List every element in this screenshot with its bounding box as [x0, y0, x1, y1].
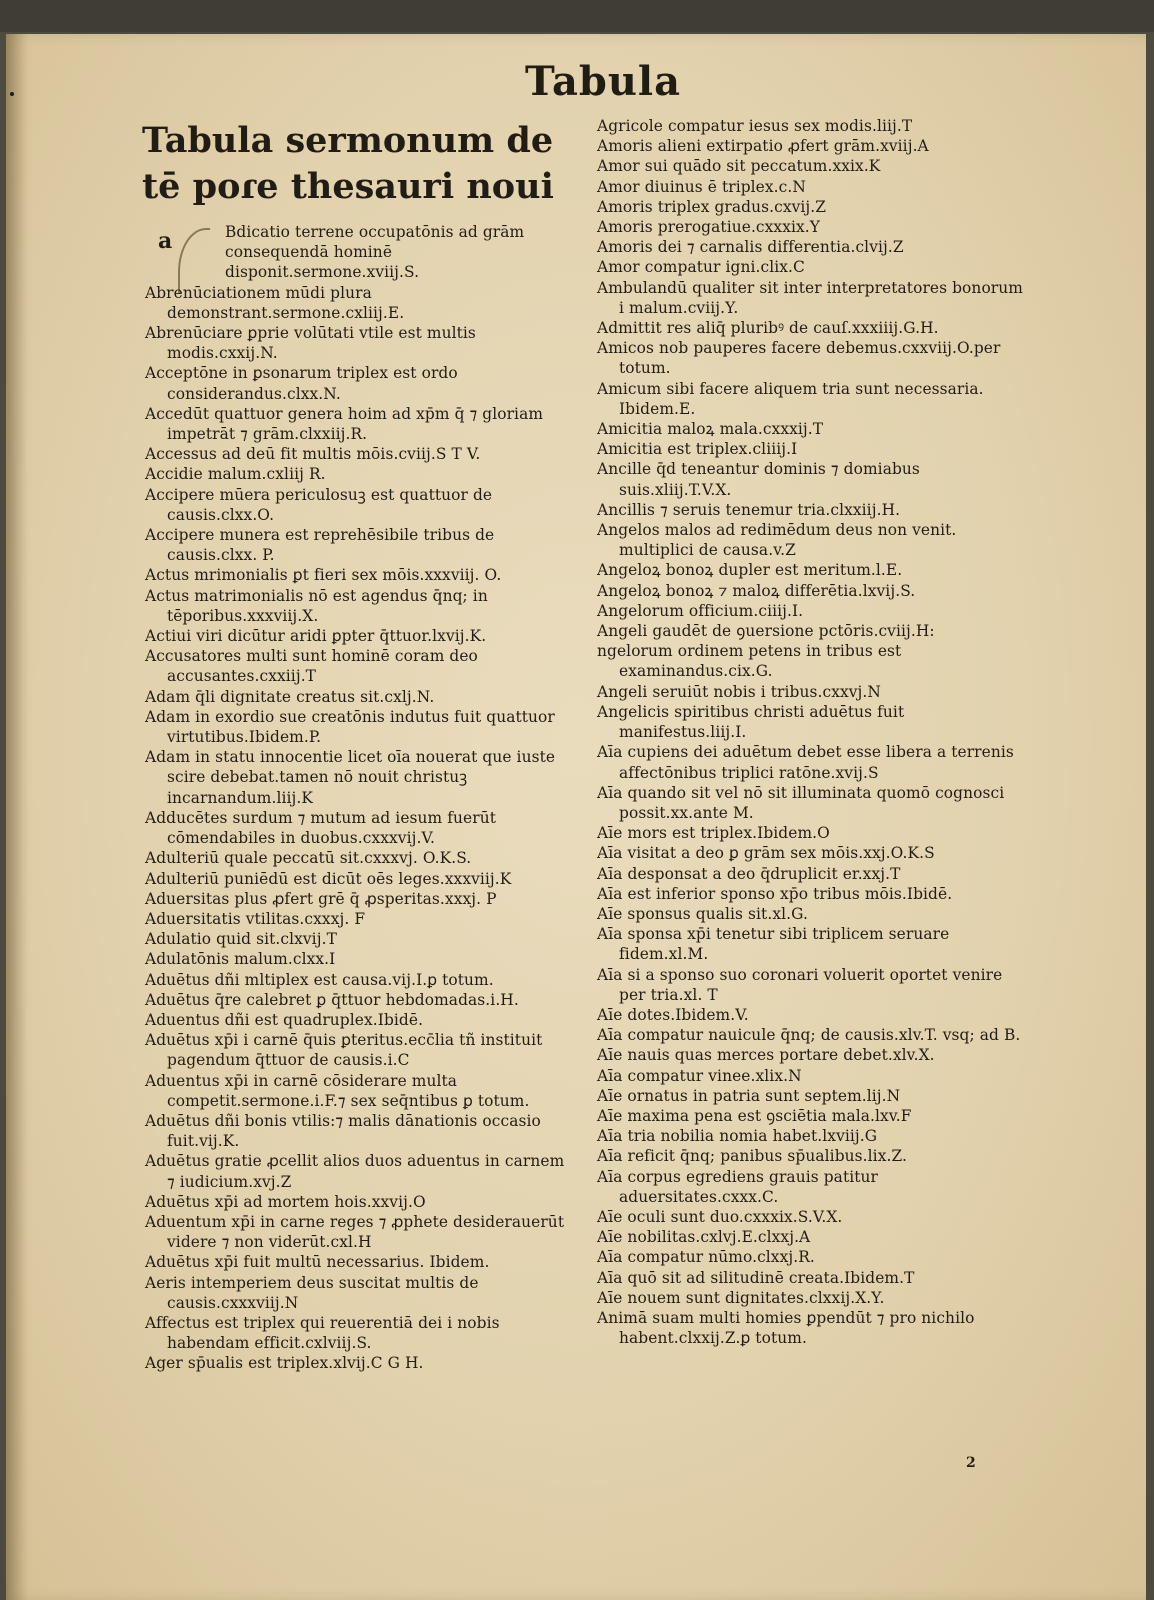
index-entry: Aduentus xp̄i in carnē cōsiderare multa competit.sermone.i.F.⁊ sex seq̄ntibus ꝑ totum.: [145, 1071, 530, 1110]
index-entry: Actus mrimonialis ꝑt fieri sex mōis.xxxviij. O.: [145, 566, 502, 585]
index-entry: Aīe ornatus in patria sunt septem.lij.N: [597, 1086, 901, 1105]
index-entry: Angelorum officium.ciiij.I.: [597, 601, 804, 620]
index-entry: Amicum sibi facere aliquem tria sunt necessaria. Ibidem.E.: [597, 379, 984, 418]
index-entry: Adulatōnis malum.clxx.I: [145, 950, 336, 969]
index-entry: Adam q̄li dignitate creatus sit.cxlj.N.: [145, 687, 435, 706]
index-entry: Actus matrimonialis nō est agendus q̄nq; in tēporibus.xxxviij.X.: [145, 586, 488, 625]
index-entry: Acceptōne in ꝑsonarum triplex est ordo considerandus.clxx.N.: [145, 364, 458, 403]
index-entry: Accessus ad deū fit multis mōis.cviij.S T V.: [145, 445, 481, 464]
index-entry: Accusatores multi sunt hominē coram deo accusantes.cxxiij.T: [145, 647, 478, 686]
index-entry: Animā suam multi homies ꝑpendūt ⁊ pro nichilo habent.clxxij.Z.ꝑ totum.: [597, 1308, 975, 1348]
index-entry: Amicos nob pauperes facere debemus.cxxviij.O.per totum.: [597, 339, 1001, 378]
index-entry: Admittit res aliq̄ pluribꝰ de cauſ.xxxiiij.G.H.: [597, 319, 939, 338]
index-entry: Aīa compatur nauicule q̄nq; de causis.xlv.T. vsq; ad B.: [597, 1026, 1021, 1045]
index-entry: Amor diuinus ē triplex.c.N: [597, 177, 806, 196]
index-entry: Accipere mūera periculosuꝫ est quattuor de causis.clxx.O.: [145, 485, 493, 524]
index-entry: Aīa reficit q̄nq; panibus sp̄ualibus.lix.Z.: [597, 1147, 907, 1166]
index-entry: Adducētes surdum ⁊ mutum ad iesum fuerūt cōmendabiles in duobus.cxxxvij.V.: [145, 808, 497, 848]
index-entry: Aīa quando sit vel nō sit illuminata quomō cognosci possit.xx.ante M.: [597, 783, 1005, 822]
index-entry: Aduentus dñi est quadruplex.Ibidē.: [145, 1010, 424, 1029]
index-entry: Amoris dei ⁊ carnalis differentia.clvij.Z: [597, 238, 904, 257]
index-entry: Amor compatur igni.clix.C: [597, 258, 805, 277]
index-entry: Accedūt quattuor genera hoim ad xp̄m q̄ ⁊ gloriam impetrāt ⁊ grām.clxxiij.R.: [145, 404, 544, 444]
index-entry: Affectus est triplex qui reuerentiā dei i nobis habendam efficit.cxlviij.S.: [145, 1313, 500, 1353]
index-entry: Amor sui quādo sit peccatum.xxix.K: [597, 157, 881, 176]
index-entry: Actiui viri dicūtur aridi ꝑpter q̄ttuor.lxvij.K.: [145, 627, 487, 646]
index-entry: Aīa sponsa xp̄i tenetur sibi triplicem seruare fidem.xl.M.: [597, 925, 950, 964]
index-entry: Angelos malos ad redimēdum deus non venit. multiplici de causa.v.Z: [597, 521, 957, 560]
guide-letter: a: [158, 228, 173, 254]
index-entry: Aīe oculi sunt duo.cxxxix.S.V.X.: [597, 1207, 843, 1226]
index-entry: Aduētus q̄re calebret ꝑ q̄ttuor hebdomadas.i.H.: [145, 990, 519, 1009]
index-entry: Agricole compatur iesus sex modis.liij.T: [597, 117, 913, 135]
index-entry: Ancillis ⁊ seruis tenemur tria.clxxiij.H.: [597, 500, 901, 519]
page-number: 2: [966, 1455, 976, 1471]
index-entry: Aīa tria nobilia nomia habet.lxviij.G: [597, 1127, 878, 1146]
index-entry: Aīe nobilitas.cxlvj.E.clxxj.A: [597, 1228, 811, 1247]
index-entry: Aduersitas plus ꝓfert grē q̄ ꝓsperitas.xxxj. P: [145, 889, 497, 908]
index-entry: Aīa quō sit ad silitudinē creata.Ibidem.T: [597, 1268, 915, 1287]
index-entry: Angeloꝝ bonoꝝ ⁊ maloꝝ differētia.lxvij.S.: [597, 581, 916, 600]
index-entry: Aīe dotes.Ibidem.V.: [597, 1005, 749, 1024]
page-gutter-shadow: [6, 34, 28, 1600]
index-entry: Abrenūciare ꝑprie volūtati vtile est multis modis.cxxij.N.: [145, 324, 476, 363]
index-entry: Amicitia est triplex.cliiij.I: [597, 440, 798, 459]
index-entry: Adam in statu innocentie licet oīa nouerat que iuste scire debebat.tamen nō nouit christuꝫ incarnandum.liij.K: [145, 748, 556, 807]
index-entry: Aīa corpus egrediens grauis patitur aduersitates.cxxx.C.: [597, 1167, 879, 1206]
index-entry: Aduētus xp̄i fuit multū necessarius. Ibidem.: [145, 1253, 490, 1272]
running-head: Tabula: [525, 58, 682, 105]
index-entry: Angeloꝝ bonoꝝ dupler est meritum.l.E.: [597, 561, 903, 580]
index-entry: Angeli gaudēt de ꝯuersione pctōris.cviij.H:: [597, 622, 935, 641]
index-entry: Aīa compatur nūmo.clxxj.R.: [597, 1248, 815, 1267]
index-entry: Accipere munera est reprehēsibile tribus de causis.clxx. P.: [145, 526, 495, 565]
index-entry: Amicitia maloꝝ mala.cxxxij.T: [597, 420, 824, 439]
index-entry: Accidie malum.cxliij R.: [145, 465, 326, 484]
index-entry: Ancille q̄d teneantur dominis ⁊ domiabus suis.xliij.T.V.X.: [597, 460, 920, 499]
index-entry: Aīa desponsat a deo q̄druplicit er.xxj.T: [597, 864, 901, 883]
index-entry: Aīa cupiens dei aduētum debet esse libera a terrenis affectōnibus triplici ratōne.xvij.S: [597, 743, 1014, 782]
index-entry: Adulatio quid sit.clxvij.T: [145, 930, 337, 949]
index-entry: Aīe maxima pena est ꝯsciētia mala.lxv.F: [597, 1106, 912, 1125]
index-entry: Bdicatio terrene occupatōnis ad grām consequendā hominē disponit.sermone.xviij.S.: [225, 223, 525, 282]
index-column-right: [597, 116, 1032, 1348]
page-title: Tabula sermonum de tē poɾe thesauri noui: [142, 120, 554, 207]
index-entry: Angeli seruiūt nobis i tribus.cxxvj.N: [597, 682, 881, 701]
index-entry: Amoris triplex gradus.cxvij.Z: [597, 197, 827, 216]
index-entry: Aīa compatur vinee.xlix.N: [597, 1066, 802, 1085]
ink-spot: [10, 92, 14, 96]
index-column-left: [145, 222, 575, 1374]
index-entry: Adam in exordio sue creatōnis indutus fuit quattuor virtutibus.Ibidem.P.: [145, 707, 555, 747]
index-entry: Abrenūciationem mūdi plura demonstrant.sermone.cxliij.E.: [145, 283, 405, 322]
index-entry: Amoris alieni extirpatio ꝓfert grām.xviij.A: [597, 137, 929, 156]
index-entry: Adulteriū puniēdū est dicūt oēs leges.xxxviij.K: [145, 869, 512, 888]
index-entry: Aīa visitat a deo ꝑ grām sex mōis.xxj.O.K.S: [597, 844, 935, 863]
index-entry: Aduētus dñi mltiplex est causa.vij.I.ꝑ totum.: [145, 970, 494, 989]
index-entry: Aīe sponsus qualis sit.xl.G.: [597, 904, 808, 923]
index-entry: Aīa si a sponso suo coronari voluerit oportet venire per tria.xl. T: [597, 965, 1003, 1004]
index-entry: Aīa est inferior sponso xp̄o tribus mōis.Ibidē.: [597, 884, 953, 903]
index-entry: Aduētus xp̄i i carnē q̄uis ꝑteritus.ecc̄lia tñ instituit pagendum q̄ttuor de causis.i.C: [145, 1031, 543, 1070]
index-entry: Angelicis spiritibus christi aduētus fuit manifestus.liij.I.: [597, 702, 905, 742]
index-entry: Aduētus dñi bonis vtilis:⁊ malis dānationis occasio fuit.vij.K.: [145, 1111, 541, 1151]
index-entry: Aīe nauis quas merces portare debet.xlv.X.: [597, 1046, 935, 1065]
index-entry: Amoris prerogatiue.cxxxix.Y: [597, 218, 821, 237]
index-entry: Adulteriū quale peccatū sit.cxxxvj. O.K.S.: [145, 849, 472, 868]
index-entry: Aduentum xp̄i in carne reges ⁊ ꝓphete desiderauerūt videre ⁊ non viderūt.cxl.H: [145, 1212, 565, 1252]
index-entry: Aīe mors est triplex.Ibidem.O: [597, 824, 830, 843]
index-entry: Ager sp̄ualis est triplex.xlvij.C G H.: [145, 1354, 424, 1373]
index-entry: Aduētus xp̄i ad mortem hois.xxvij.O: [145, 1192, 426, 1211]
index-entry: Aīe nouem sunt dignitates.clxxij.X.Y.: [597, 1288, 885, 1307]
index-entry: Aduētus gratie ꝓcellit alios duos aduentus in carnem ⁊ iudicium.xvj.Z: [145, 1152, 565, 1191]
index-entry: Aduersitatis vtilitas.cxxxj. F: [145, 909, 366, 928]
scan-background: [0, 0, 1154, 32]
index-entry: Aeris intemperiem deus suscitat multis de causis.cxxxviij.N: [145, 1273, 479, 1312]
index-entry: Ambulandū qualiter sit inter interpretatores bonorum i malum.cviij.Y.: [597, 278, 1023, 317]
index-entry: ngelorum ordinem petens in tribus est examinandus.cix.G.: [597, 642, 902, 681]
